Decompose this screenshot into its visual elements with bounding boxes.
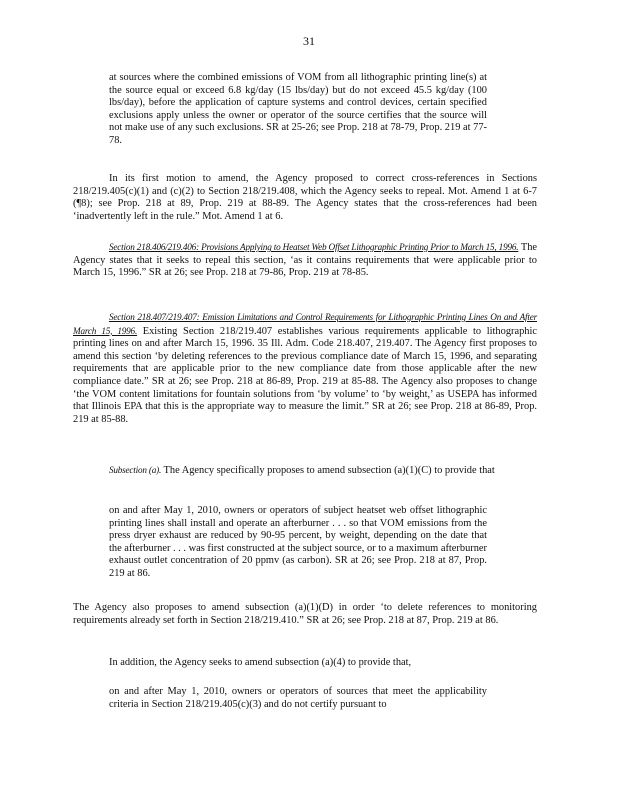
section-406-heading: Section 218.406/219.406: Provisions Applying to Heatset Web Offset Lithographic Printing Prior to March 15, 1996.	[109, 242, 519, 252]
paragraph-subsection-a1d: The Agency also proposes to amend subsection (a)(1)(D) in order ‘to delete references to monitoring requirements already set forth in Section 218/219.410.” SR at 26; see Prop. 218 at 87, Prop. 219 at 86.	[73, 602, 537, 626]
paragraph-motion-to-amend: In its first motion to amend, the Agency proposed to correct cross-references in Sections 218/219.405(c)(1) and (c)(2) to Section 218/219.408, which the Agency seeks to repeal. Mot. Amend 1 at 6-7 (¶8); see Prop. 218 at 89, Prop. 219 at 88-89. The Agency states that the cross-references had been ‘inadvertently left in the rule.” Mot. Amend 1 at 6.	[73, 173, 537, 222]
subsection-a-paragraph	[73, 464, 537, 478]
section-407-text: Existing Section 218/219.407 establishes various requirements applicable to lithographic printing lines on and after March 15, 1996. 35 Ill. Adm. Code 218.407, 219.407. The Agency first proposes to amend this section ‘by deleting references to the previous compliance date of March 15, 1996, and separating requirements that are applicable prior to the new compliance date from those applicable after the new compliance date.” SR at 26; see Prop. 218 at 86-89, Prop. 219 at 85-88. The Agency also proposes to change ‘the VOM content limitations for fountain solutions from ‘by volume’ to ‘by weight,’ as USEPA has informed that Illinois EPA that this is the appropriate way to measure the limit.” SR at 26; see Prop. 218 at 86-89, Prop. 219 at 85-88.	[73, 325, 537, 425]
page-number: 31	[303, 34, 315, 48]
section-406-paragraph	[73, 241, 537, 280]
section-407-heading: Section 218.407/219.407: Emission Limitations and Control Requirements for Lithographic Printing Lines On and After March 15, 1996.	[73, 312, 537, 336]
block-quote-afterburner: on and after May 1, 2010, owners or operators of subject heatset web offset lithographic printing lines shall install and operate an afterburner . . . so that VOM emissions from the press dryer exhaust are reduced by 90-95 percent, by weight, depending on the date that the afterburner . . . was first constructed at the subject source, or to a maximum afterburner exhaust outlet concentration of 20 ppmv (as carbon). SR at 26; see Prop. 218 at 87, Prop. 219 at 86.	[109, 505, 487, 579]
section-407-paragraph	[73, 311, 537, 426]
section-406-text: The Agency states that it seeks to repeal this section, ‘as it contains requirements that were applicable prior to March 15, 1996.” SR at 26; see Prop. 218 at 79-86, Prop. 219 at 78-85.	[73, 242, 537, 279]
paragraph-subsection-a4: In addition, the Agency seeks to amend subsection (a)(4) to provide that,	[109, 657, 412, 668]
subsection-a-label: Subsection (a).	[109, 465, 162, 475]
block-quote-exclusions: at sources where the combined emissions of VOM from all lithographic printing line(s) at the source equal or exceed 6.8 kg/day (15 lbs/day) but do not exceed 45.5 kg/day (100 lbs/day), before the application of capture systems and control devices, certain specified exclusions apply unless the owner or operator of the source certifies that the source will not make use of any such exclusions. SR at 25-26; see Prop. 218 at 78-79, Prop. 219 at 77-78.	[109, 72, 487, 146]
subsection-a-text: The Agency specifically proposes to amend subsection (a)(1)(C) to provide that	[163, 465, 495, 476]
block-quote-applicability: on and after May 1, 2010, owners or operators of sources that meet the applicability criteria in Section 218/219.405(c)(3) and do not certify pursuant to	[109, 686, 487, 710]
